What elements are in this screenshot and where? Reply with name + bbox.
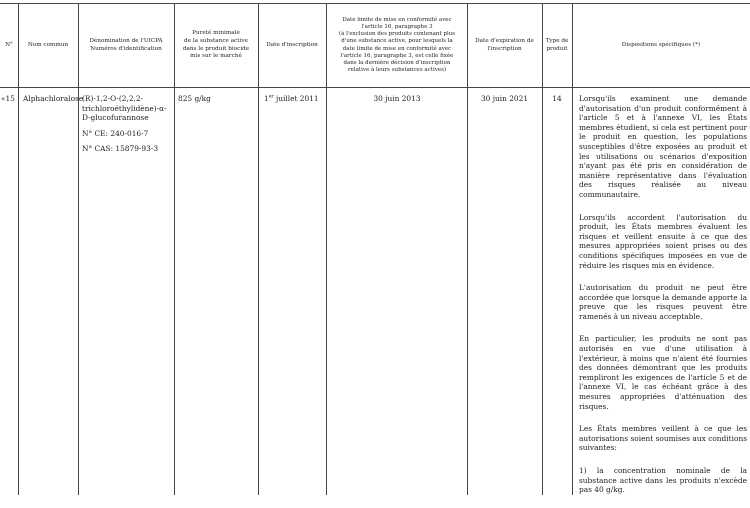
provision-paragraph: Lorsqu'ils accordent l'autorisation du produit, les États membres évaluent les risques et veillent ensuite à ce que des mesures appropriées soient prises ou des conditions spécifiques imposées en vue de réduire les risques mis en évidence.: [579, 212, 747, 270]
row-number: «15: [1, 94, 15, 103]
row-product-type: 14: [552, 94, 562, 103]
iupac-name: (R)-1,2-O-(2,2,2-trichloroéthylidène)-α-D-glucofurannose: [82, 94, 167, 123]
ec-number: N° CE: 240-016-7: [82, 128, 149, 138]
provision-paragraph: 1) la concentration nominale de la substance active dans les produits n'excède pas 40 g/kg.: [579, 466, 747, 495]
header-number: N°: [5, 41, 13, 48]
header-specific-provisions: Dispositions spécifiques (*): [621, 41, 701, 48]
row-expiry-date: 30 juin 2021: [480, 94, 529, 103]
provision-paragraph: En particulier, les produits ne sont pas autorisés en vue d'une utilisation à l'extérieur, à moins que n'aient été fournies des données démontrant que les produits rempliront les exigences de l'article 5 et de l'annexe VI, le cas échéant grâce à des mesures appropriées d'atténuation des risques.: [579, 334, 747, 411]
header-minimum-purity: Pureté minimale de la substance active dans le produit biocide mis sur le marché: [182, 30, 250, 60]
header-bottom-rule: [0, 87, 750, 88]
row-purity: 825 g/kg: [178, 94, 211, 103]
row-identification: [82, 94, 172, 160]
header-expiry-date: Date d'expiration de l'inscription: [475, 37, 534, 52]
inclusion-date-superscript: er: [268, 94, 274, 100]
row-common-name: Alphachloralose: [23, 94, 84, 103]
header-product-type: Type de produit: [545, 37, 569, 52]
provision-paragraph: Les États membres veillent à ce que les autorisations soient soumises aux conditions suivantes:: [579, 424, 747, 453]
inclusion-date-day: 1: [264, 94, 269, 103]
header-iupac-name: Dénomination de l'UICPA Numéros d'identification: [89, 37, 163, 52]
row-specific-provisions: [579, 94, 747, 508]
row-compliance-deadline: 30 juin 2013: [373, 94, 421, 103]
header-compliance-deadline: Date limite de mise en conformité avec l'article 16, paragraphe 3 (à l'exclusion des produits contenant plus d'une substance active, pour lesquels la date limite de mise en conformité avec l'article 16, paragraphe 3, est celle fixée dans la dernière décision d'inscription relative à leurs substances actives): [338, 16, 456, 74]
header-inclusion-date: Date d'inscription: [266, 41, 318, 48]
provision-paragraph: L'autorisation du produit ne peut être accordée que lorsque la demande apporte la preuve que les risques peuvent être ramenés à un niveau acceptable.: [579, 283, 747, 321]
row-inclusion-date: [264, 94, 326, 104]
provision-paragraph: Lorsqu'ils examinent une demande d'autorisation d'un produit conformément à l'article 5 et à l'annexe VI, les États membres étudient, si cela est pertinent pour le produit en question, les populations susceptibles d'être exposées au produit et les utilisations ou scénarios d'exposition n'ayant pas été pris en considération de manière représentative dans l'évaluation des risques réalisée au niveau communautaire.: [579, 94, 747, 199]
cas-number: N° CAS: 15879-93-3: [82, 144, 159, 154]
header-common-name: Nom commun: [27, 41, 69, 48]
inclusion-date-month-year: juillet 2011: [273, 94, 319, 103]
